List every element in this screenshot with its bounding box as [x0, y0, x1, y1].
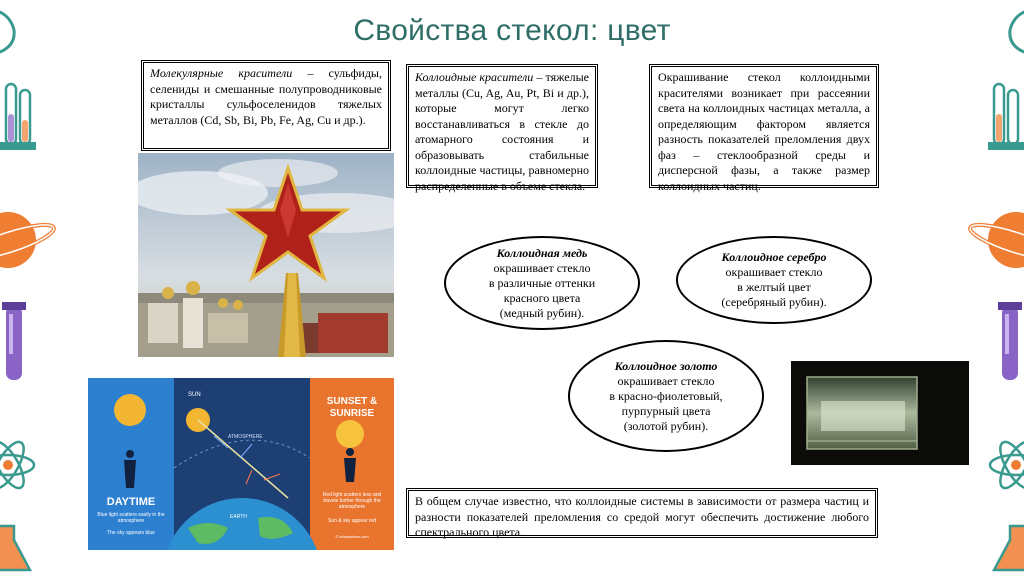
- colloid-dyes-box: [406, 64, 598, 193]
- daytime-text-1: Blue light scatters easily in the atmosphere: [97, 512, 165, 524]
- molecular-dyes-text: – сульфиды, селениды и смешанные полупроводниковые кристаллы сульфоселенидов тяжелых металлов (Cd, Sb, Bi, Pb, Fe, Ag, Cu и др.).: [150, 66, 382, 127]
- light-scattering-infographic: [88, 378, 394, 550]
- test-tubes-doodle-right: [984, 80, 1024, 165]
- atom-doodle-right: [974, 425, 1024, 505]
- colloidal-gold-heading: Коллоидное золото: [614, 358, 718, 373]
- colloidal-silver-line-3: (серебряный рубин).: [721, 295, 827, 309]
- colloidal-copper-line-3: красного цвета: [503, 290, 581, 305]
- planet-doodle-right: [964, 200, 1024, 280]
- test-tube-purple-doodle-left: [0, 300, 34, 390]
- colloidal-gold-ellipse: [568, 340, 764, 452]
- summary-box: [406, 488, 878, 538]
- sunset-title-1: SUNSET &: [326, 396, 378, 407]
- test-tubes-doodle-left: [0, 80, 40, 165]
- colloidal-gold-line-1: окрашивает стекло: [617, 373, 715, 388]
- molecular-dyes-box: [141, 60, 391, 151]
- atom-doodle-left: [0, 425, 50, 505]
- coloring-mechanism-text: Окрашивание стекол коллоидными красителями возникает при рассеянии света на коллоидных частицах металла, а определяющим фактором является разность показателей преломления двух фаз – стеклообразной среды и дисперсной фазы, а также размер коллоидных частиц.: [658, 70, 870, 193]
- glass-tank-photo: [791, 361, 969, 465]
- slide-title: Свойства стекол: цвет: [353, 14, 671, 47]
- colloidal-copper-line-1: окрашивает стекло: [493, 260, 591, 275]
- test-tube-purple-doodle-right: [990, 300, 1024, 390]
- daytime-text-2: The sky appears blue: [107, 530, 155, 536]
- flask-doodle-bottom-left: [0, 520, 40, 576]
- molecular-dyes-term: Молекулярные красители: [150, 66, 293, 80]
- infographic-credit: © letsandfaen.com: [335, 534, 369, 539]
- colloidal-gold-line-3: пурпурный цвета: [621, 403, 711, 418]
- colloidal-silver-line-1: окрашивает стекло: [725, 265, 823, 279]
- colloidal-copper-line-2: в различные оттенки: [488, 275, 596, 290]
- sunset-text-2: Sun & sky appear red: [327, 518, 377, 524]
- colloidal-copper-ellipse: [444, 236, 640, 330]
- colloidal-copper-heading: Коллоидная медь: [496, 245, 588, 260]
- colloid-dyes-term: Коллоидные красители: [415, 70, 534, 84]
- atmosphere-label: ATMOSPHERE: [228, 434, 263, 440]
- colloidal-copper-line-4: (медный рубин).: [499, 305, 585, 320]
- colloidal-gold-line-4: (золотой рубин).: [623, 418, 709, 433]
- sunset-text-1: Red light scatters less and travels further through the atmosphere: [322, 492, 382, 510]
- colloidal-silver-heading: Коллоидное серебро: [721, 250, 827, 264]
- colloidal-gold-line-2: в красно-фиолетовый,: [609, 388, 723, 403]
- summary-text: В общем случае известно, что коллоидные системы в зависимости от размера частиц и разности показателей преломления со средой могут обеспечить достижение любого спектрального цвета.: [415, 494, 869, 539]
- planet-doodle-left: [0, 200, 60, 280]
- flask-doodle-bottom-right: [984, 520, 1024, 576]
- coloring-mechanism-box: [649, 64, 879, 193]
- sun-label: SUN: [188, 392, 201, 398]
- daytime-title: DAYTIME: [106, 496, 156, 508]
- earth-label: EARTH: [230, 514, 247, 520]
- colloid-dyes-text: – тяжелые металлы (Cu, Ag, Au, Pt, Bi и др.), которые могут легко восстанавливаться в стекле до атомарного состояния и образовывать стабильные коллоидные частицы, равномерно распределенные в объеме стекла.: [415, 70, 589, 193]
- colloidal-silver-ellipse: [676, 236, 872, 324]
- sunset-title-2: SUNRISE: [329, 408, 375, 419]
- kremlin-star-photo: [138, 153, 394, 357]
- colloidal-silver-line-2: в желтый цвет: [737, 280, 811, 294]
